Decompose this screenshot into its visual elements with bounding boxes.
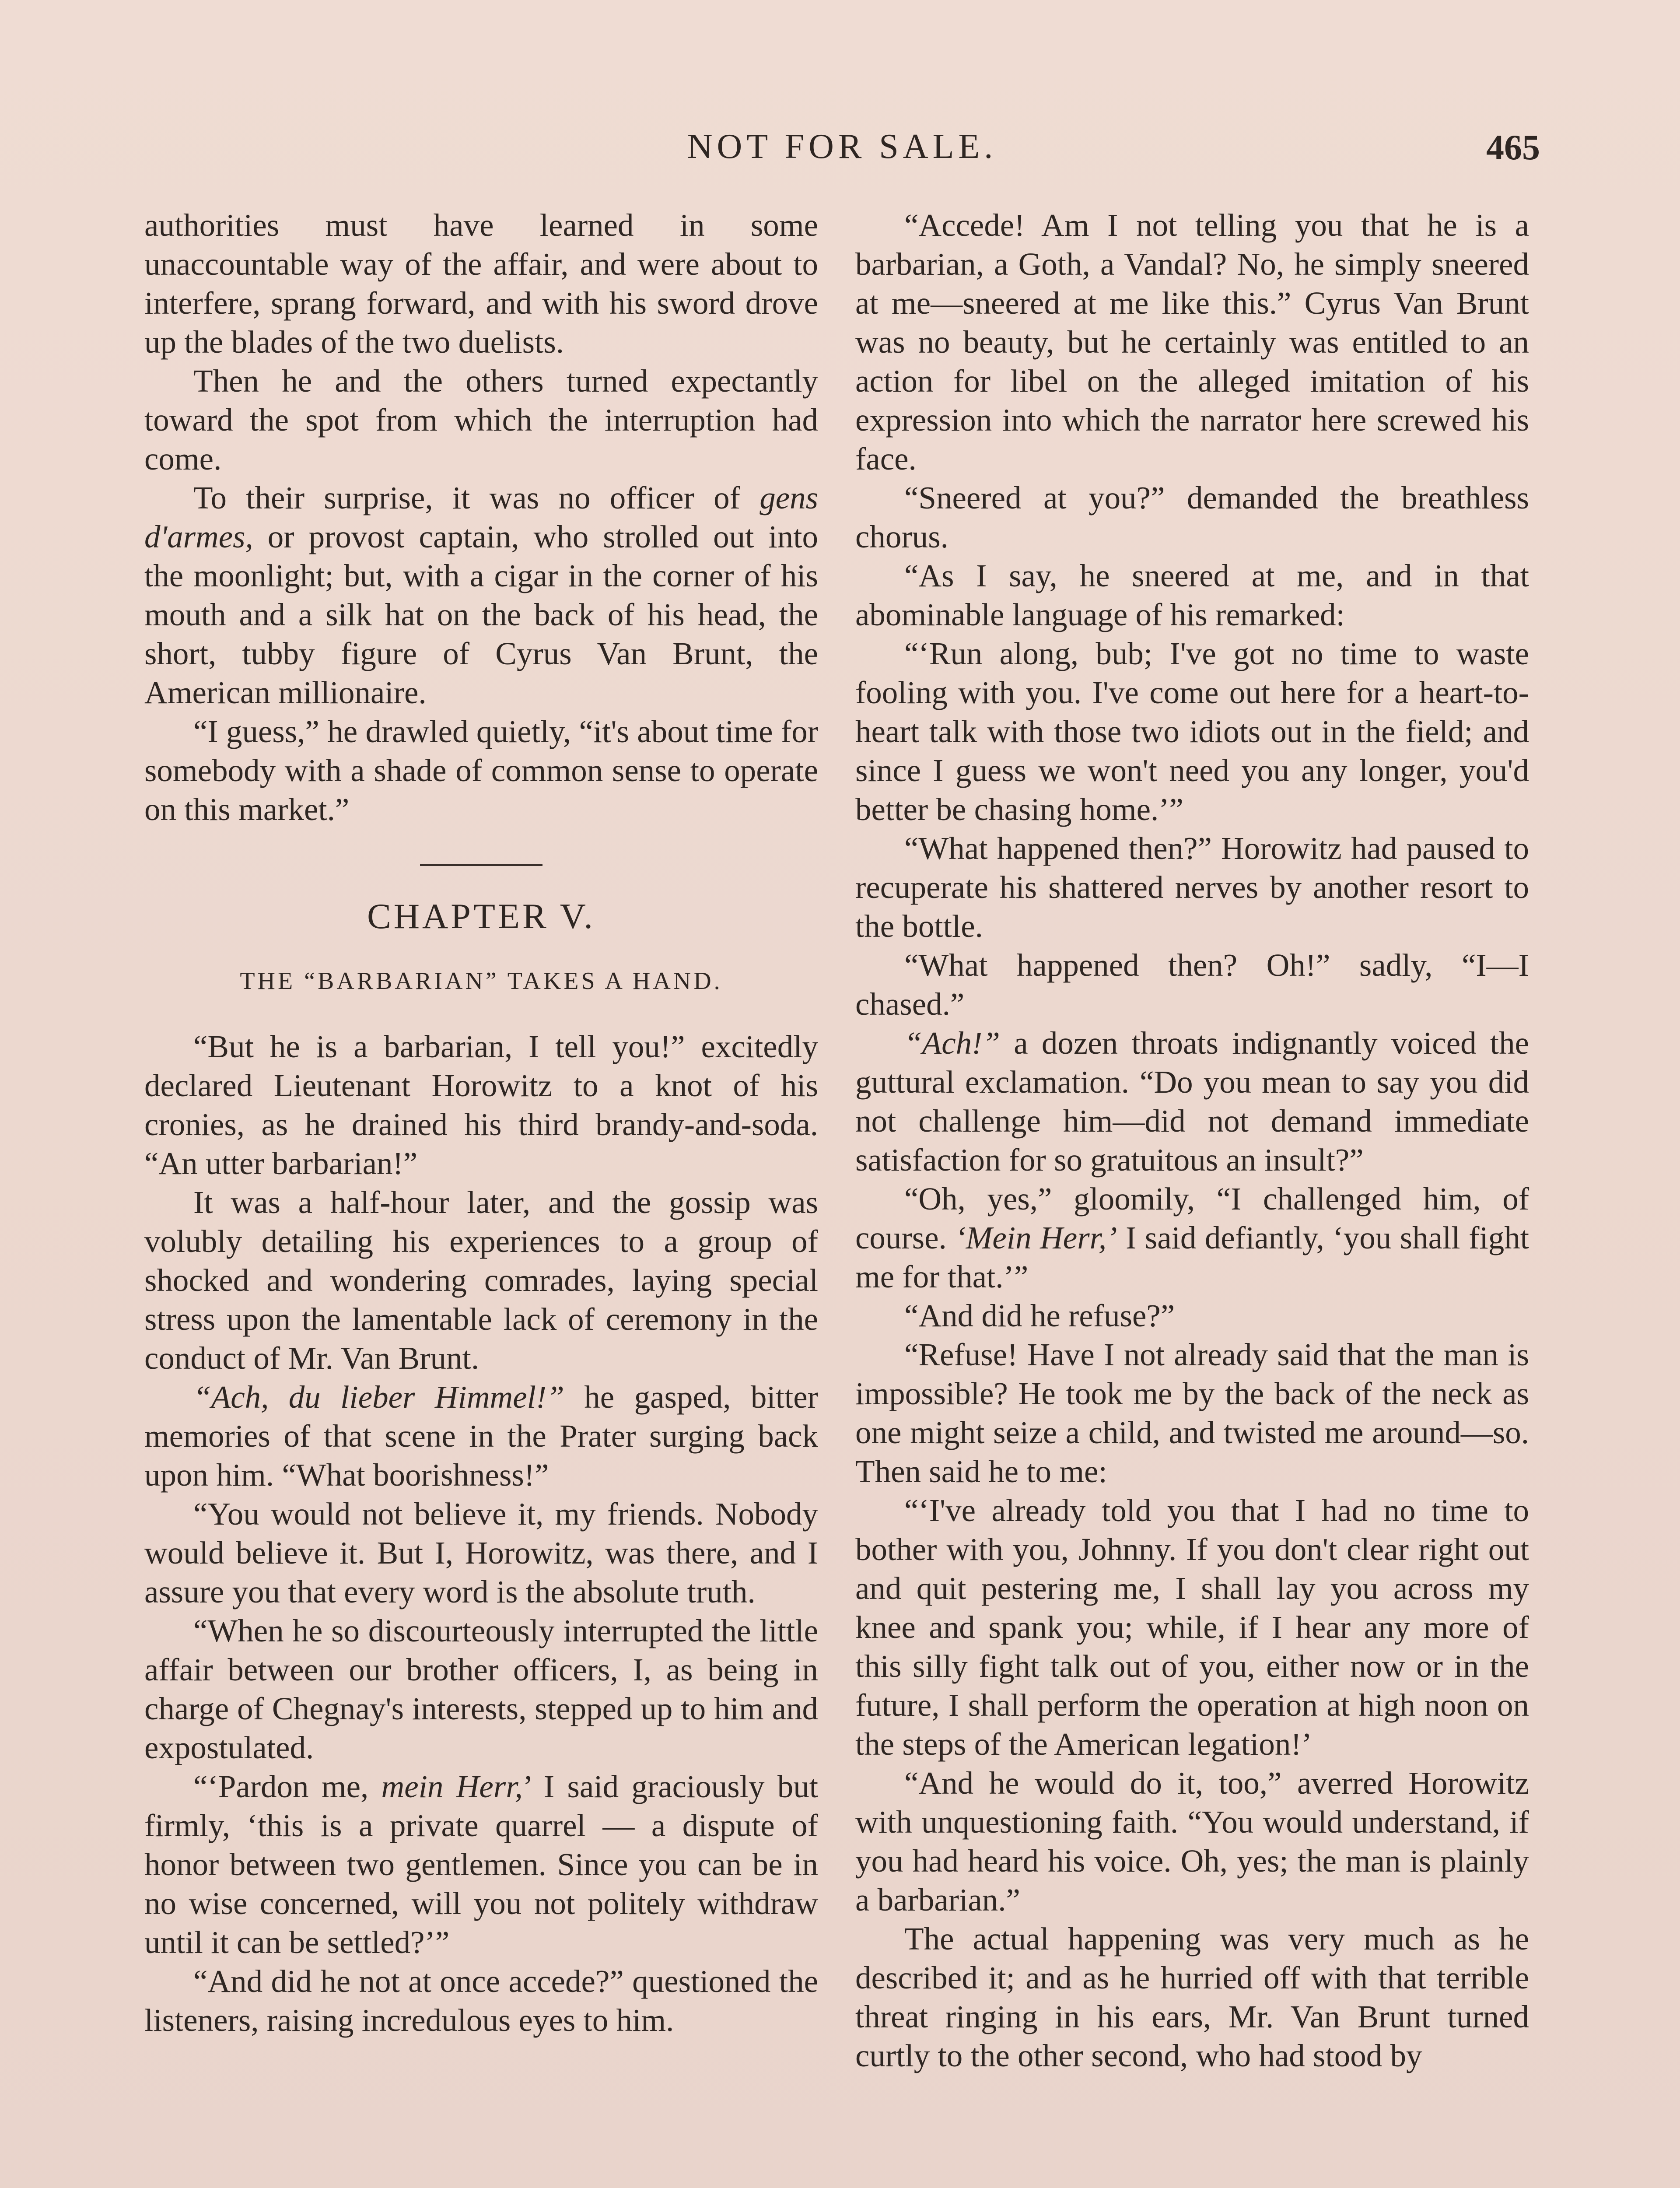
running-title: NOT FOR SALE. <box>687 127 998 166</box>
paragraph <box>144 1767 818 1962</box>
paragraph: “When he so discourteously interrupted the little affair between our brother officers, I, as being in charge of Chegnay's interests, stepped up to him and expostulated. <box>144 1613 818 1765</box>
chapter-subtitle: THE “BARBARIAN” TAKES A HAND. <box>240 968 723 995</box>
chapter-heading: CHAPTER V. <box>367 896 595 936</box>
paragraph: “Sneered at you?” demanded the breathless chorus. <box>855 480 1529 554</box>
text-run: ’ I said graciously but firmly, ‘this is a private quarrel — a dispute of honor between two gentlemen. Since you can be in no wise concerned, will you not politely withdraw until it can be settled?’” <box>144 1769 818 1960</box>
page-header <box>144 127 1540 184</box>
paragraph: “Refuse! Have I not already said that the man is impossible? He took me by the back of the neck as one might seize a child, and twisted me around—so. Then said he to me: <box>855 1337 1529 1489</box>
italic-text: mein Herr, <box>381 1769 523 1804</box>
italic-text: gens d'armes, <box>144 480 818 554</box>
paragraph: “‘Run along, bub; I've got no time to waste fooling with you. I've come out here for a heart-to-heart talk with those two idiots out in the field; and since I guess we won't need you any longer, you'd better be chasing home.’” <box>855 636 1529 827</box>
italic-text: “Ach!” <box>904 1025 1000 1061</box>
paragraph <box>144 478 818 712</box>
text-run: “‘Pardon me, <box>193 1769 382 1804</box>
paragraph: “‘I've already told you that I had no time to bother with you, Johnny. If you don't clear right out and quit pestering me, I shall lay you across my knee and spank you; while, if I hear any more of this silly fight talk out of you, either now or in the future, I shall perform the operation at high noon on the steps of the American legation!’ <box>855 1493 1529 1762</box>
left-column <box>144 206 818 2188</box>
italic-text: ‘Mein Herr,’ <box>955 1220 1117 1255</box>
paragraph: “And did he refuse?” <box>904 1298 1175 1333</box>
paragraph: Then he and the others turned expectantly toward the spot from which the interruption had come. <box>144 363 818 477</box>
paragraph: “And did he not at once accede?” questioned the listeners, raising incredulous eyes to him. <box>144 1964 818 2038</box>
text-run: I said defiantly, ‘you shall fight me for that.’” <box>855 1220 1529 1294</box>
paragraph: “I guess,” he drawled quietly, “it's about time for somebody with a shade of common sense to operate on this market.” <box>144 714 818 827</box>
paragraph: “You would not believe it, my friends. Nobody would believe it. But I, Horowitz, was there, and I assure you that every word is the absolute truth. <box>144 1496 818 1609</box>
paragraph: “What happened then?” Horowitz had paused to recuperate his shattered nerves by another resort to the bottle. <box>855 831 1529 944</box>
paragraph: The actual happening was very much as he described it; and as he hurried off with that terrible threat ringing in his ears, Mr. Van Brunt turned curtly to the other second, who had stood by <box>855 1921 1529 2073</box>
paragraph <box>855 1024 1529 1179</box>
text-run: a dozen throats indignantly voiced the guttural exclamation. “Do you mean to say you did not challenge him—did not demand immediate satisfaction for so gratuitous an insult?” <box>855 1025 1529 1178</box>
text-run: “Oh, yes,” gloomily, “I challenged him, of course. <box>855 1181 1529 1255</box>
paragraph: authorities must have learned in some unaccountable way of the affair, and were about to interfere, sprang forward, and with his sword drove up the blades of the two duelists. <box>144 207 818 360</box>
italic-text: “Ach, du lieber Himmel!” <box>193 1379 564 1415</box>
paragraph: “What happened then? Oh!” sadly, “I—I chased.” <box>855 947 1529 1022</box>
paragraph: “But he is a barbarian, I tell you!” excitedly declared Lieutenant Horowitz to a knot of his cronies, as he drained his third brandy-and-soda. “An utter barbarian!” <box>144 1029 818 1181</box>
paragraph: “Accede! Am I not telling you that he is a barbarian, a Goth, a Vandal? No, he simply sneered at me—sneered at me like this.” Cyrus Van Brunt was no beauty, but he certainly was entitled to an action for libel on the alleged imitation of his expression into which the narrator here screwed his face. <box>855 207 1529 477</box>
text-run: To their surprise, it was no officer of <box>193 480 760 515</box>
paragraph <box>855 1179 1529 1296</box>
right-column <box>855 206 1529 2188</box>
page-number: 465 <box>1486 127 1540 167</box>
section-divider <box>420 864 542 866</box>
paragraph: “And he would do it, too,” averred Horowitz with unquestioning faith. “You would understand, if you had heard his voice. Oh, yes; the man is plainly a barbarian.” <box>855 1765 1529 1918</box>
text-run: he gasped, bitter memories of that scene in the Prater surging back upon him. “What boorishness!” <box>144 1379 818 1493</box>
paragraph: “As I say, he sneered at me, and in that abominable language of his remarked: <box>855 558 1529 632</box>
text-run: or provost captain, who strolled out into the moonlight; but, with a cigar in the corner of his mouth and a silk hat on the back of his head, the short, tubby figure of Cyrus Van Brunt, the American millionaire. <box>144 519 818 710</box>
paragraph <box>144 1378 818 1494</box>
paragraph: It was a half-hour later, and the gossip was volubly detailing his experiences to a group of shocked and wondering comrades, laying special stress upon the lamentable lack of ceremony in the conduct of Mr. Van Brunt. <box>144 1185 818 1376</box>
